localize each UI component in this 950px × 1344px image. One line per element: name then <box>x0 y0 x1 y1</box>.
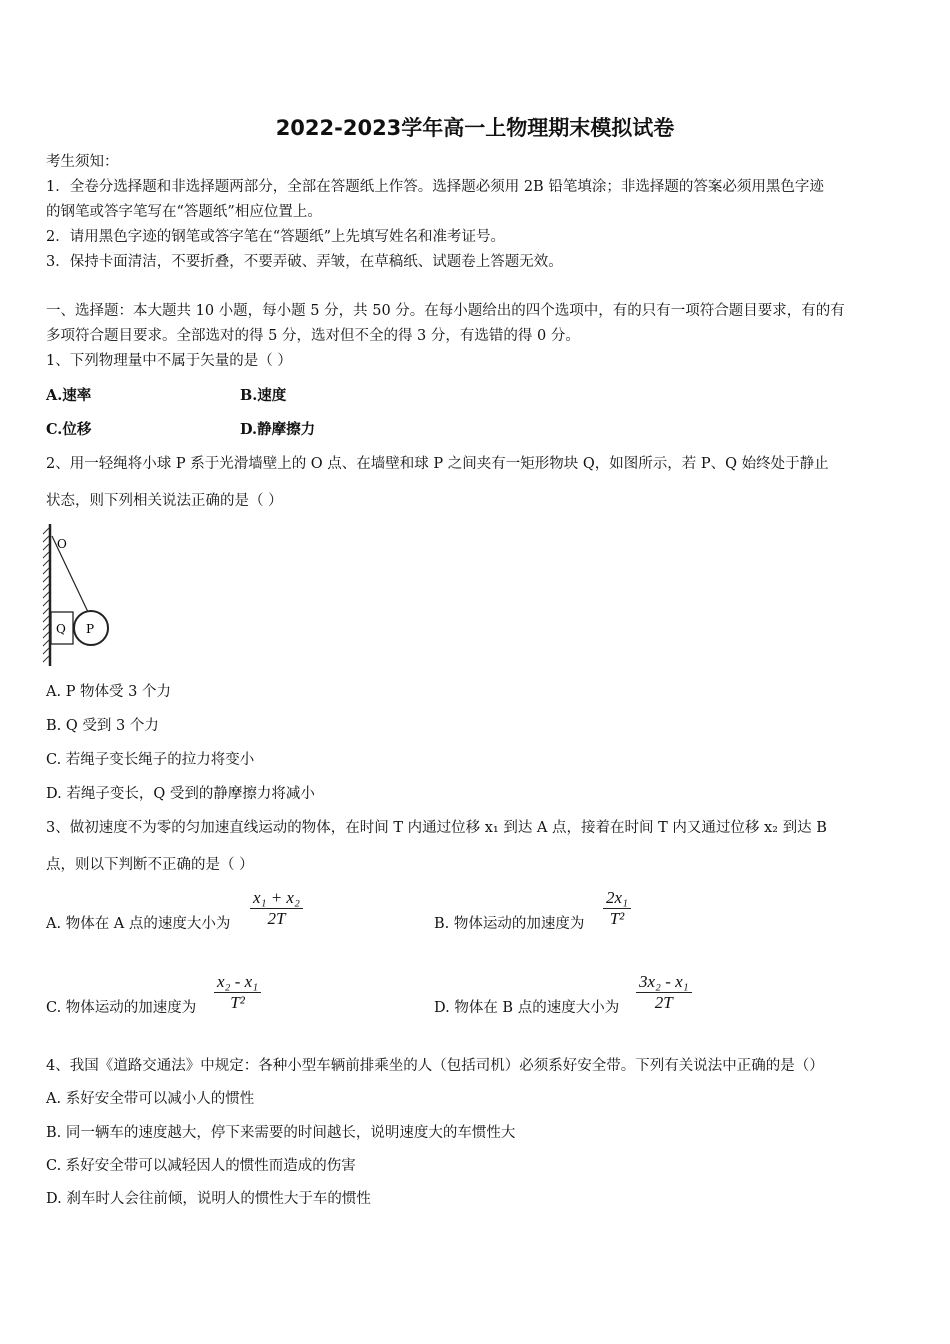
question-2-option-a: A. P 物体受 3 个力 <box>46 684 171 700</box>
section-1-intro-line-1: 一、选择题：本大题共 10 小题，每小题 5 分，共 50 分。在每小题给出的四个选项中，有的只有一项符合题目要求，有的有 <box>46 303 845 319</box>
label-p: P <box>86 622 95 636</box>
question-2-option-c: C. 若绳子变长绳子的拉力将变小 <box>46 752 255 768</box>
question-3-stem-line-2: 点，则以下判断不正确的是（ ） <box>46 857 254 873</box>
question-1-stem: 1、下列物理量中不属于矢量的是（ ） <box>46 353 292 369</box>
notice-item-3: 3．保持卡面清洁，不要折叠，不要弄破、弄皱，在草稿纸、试题卷上答题无效。 <box>46 254 563 270</box>
notice-item-1-line-1: 1．全卷分选择题和非选择题两部分，全部在答题纸上作答。选择题必须用 2B 铅笔填涂；非选择题的答案必须用黑色字迹 <box>46 179 824 195</box>
formula-a-numerator: x₁ + x₂ <box>250 888 303 909</box>
notice-heading: 考生须知： <box>46 154 119 170</box>
question-1-option-b: B.速度 <box>240 387 287 404</box>
formula-d-denominator: 2T <box>654 993 673 1012</box>
question-2-option-b: B. Q 受到 3 个力 <box>46 718 159 734</box>
notice-item-2: 2．请用黑色字迹的钢笔或答字笔在“答题纸”上先填写姓名和准考证号。 <box>46 229 506 245</box>
page-title: 2022-2023学年高一上物理期末模拟试卷 <box>275 116 675 140</box>
formula-d-numerator: 3x₂ - x₁ <box>636 972 692 993</box>
question-4-option-d: D. 刹车时人会往前倾，说明人的惯性大于车的惯性 <box>46 1191 371 1207</box>
label-o: O <box>57 537 67 551</box>
question-1-option-a: A.速率 <box>46 387 92 404</box>
question-3-option-c-formula <box>214 972 261 1013</box>
question-3-option-b: B. 物体运动的加速度为 <box>434 916 585 932</box>
question-2-option-d: D. 若绳子变长，Q 受到的静摩擦力将减小 <box>46 786 315 802</box>
question-4-option-b: B. 同一辆车的速度越大，停下来需要的时间越长，说明速度大的车惯性大 <box>46 1125 516 1141</box>
question-3-option-d-formula <box>636 972 692 1013</box>
question-4-option-a: A. 系好安全带可以减小人的惯性 <box>46 1091 255 1107</box>
notice-item-1-line-2: 的钢笔或答字笔写在“答题纸”相应位置上。 <box>46 204 322 220</box>
formula-c-denominator: T² <box>230 993 245 1012</box>
question-3-option-c: C. 物体运动的加速度为 <box>46 1000 197 1016</box>
question-1-option-c: C.位移 <box>46 421 92 438</box>
question-2-stem-line-1: 2、用一轻绳将小球 P 系于光滑墙壁上的 O 点、在墙壁和球 P 之间夹有一矩形物块 Q，如图所示，若 P、Q 始终处于静止 <box>46 456 829 472</box>
formula-b-denominator: T² <box>609 909 625 928</box>
question-4-stem: 4、我国《道路交通法》中规定：各种小型车辆前排乘坐的人（包括司机）必须系好安全带。下列有关说法中正确的是（） <box>46 1058 824 1074</box>
question-3-option-a-formula <box>250 888 303 929</box>
question-3-option-b-formula <box>603 888 631 929</box>
formula-a-denominator: 2T <box>267 909 286 928</box>
section-1-intro-line-2: 多项符合题目要求。全部选对的得 5 分，选对但不全的得 3 分，有选错的得 0 分。 <box>46 328 580 344</box>
question-2-stem-line-2: 状态，则下列相关说法正确的是（ ） <box>46 493 283 509</box>
question-3-option-a: A. 物体在 A 点的速度大小为 <box>46 916 231 932</box>
question-3-stem-line-1: 3、做初速度不为零的匀加速直线运动的物体，在时间 T 内通过位移 x₁ 到达 A 点，接着在时间 T 内又通过位移 x₂ 到达 B <box>46 820 827 836</box>
formula-c-numerator: x₂ - x₁ <box>214 972 261 993</box>
question-4-option-c: C. 系好安全带可以减轻因人的惯性而造成的伤害 <box>46 1158 356 1174</box>
question-1-option-d: D.静摩擦力 <box>240 421 316 438</box>
label-q: Q <box>56 622 66 636</box>
question-3-option-d: D. 物体在 B 点的速度大小为 <box>434 1000 620 1016</box>
wall-hatching <box>43 524 50 666</box>
wall-rope-ball-figure <box>40 520 120 670</box>
formula-b-numerator: 2x₁ <box>603 888 631 909</box>
